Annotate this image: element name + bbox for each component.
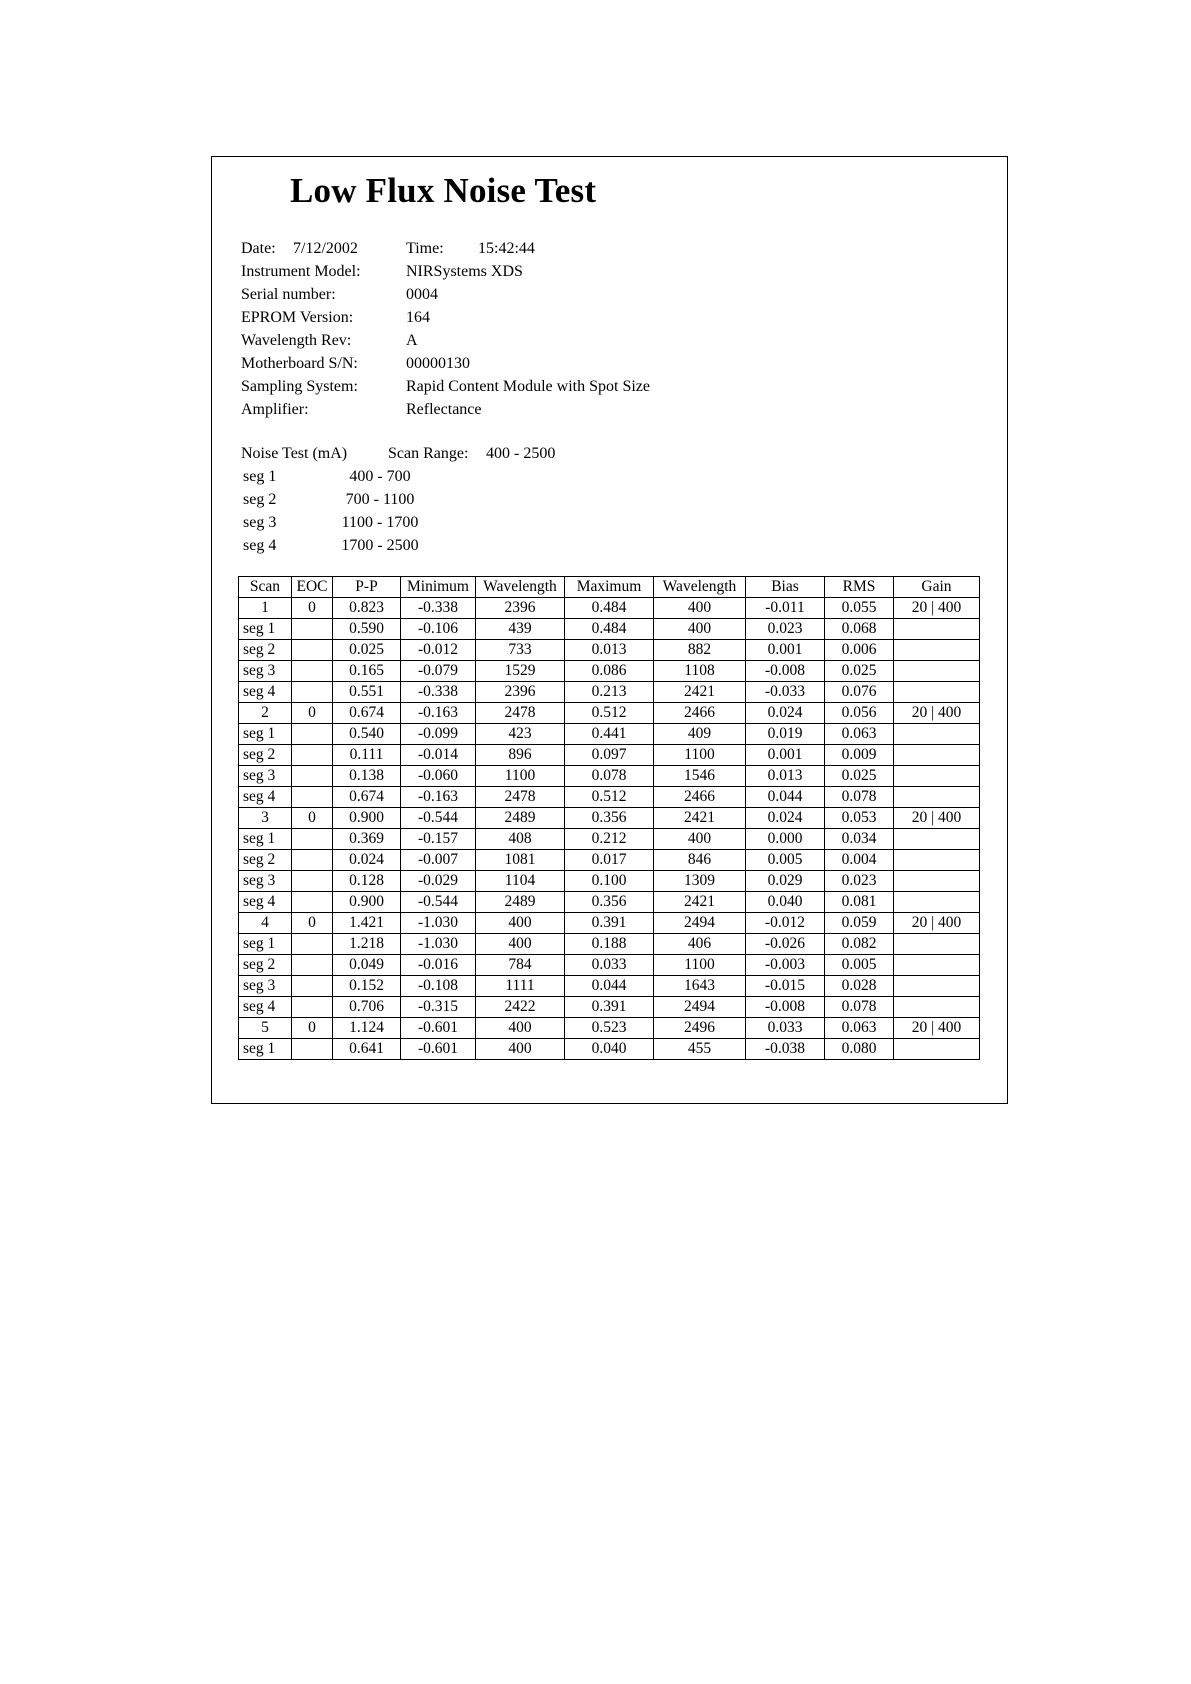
table-cell: 0.076 <box>825 682 894 703</box>
scan-range-label: Scan Range: <box>388 445 469 462</box>
table-cell: seg 2 <box>239 640 292 661</box>
table-cell: 0.024 <box>746 703 825 724</box>
table-cell: 2466 <box>654 703 746 724</box>
table-cell: -0.060 <box>401 766 476 787</box>
column-header-rms: RMS <box>825 577 894 598</box>
table-cell: 0.823 <box>333 598 401 619</box>
table-cell: 0 <box>292 913 333 934</box>
table-cell: 0.044 <box>746 787 825 808</box>
table-cell: 0.029 <box>746 871 825 892</box>
table-cell: seg 1 <box>239 934 292 955</box>
table-cell: 0.040 <box>746 892 825 913</box>
table-cell: seg 3 <box>239 976 292 997</box>
table-cell: 0 <box>292 703 333 724</box>
table-cell: 0.213 <box>565 682 654 703</box>
table-cell: seg 2 <box>239 745 292 766</box>
table-row <box>239 850 980 871</box>
field-label: Amplifier: <box>241 401 309 418</box>
table-cell: 0.512 <box>565 703 654 724</box>
table-cell: 2478 <box>476 703 565 724</box>
field-value: 00000130 <box>406 355 470 372</box>
table-cell: 0.369 <box>333 829 401 850</box>
table-cell: 1108 <box>654 661 746 682</box>
table-cell <box>894 787 980 808</box>
table-cell <box>894 976 980 997</box>
table-row <box>239 682 980 703</box>
table-cell <box>292 1039 333 1060</box>
scan-range-value: 400 - 2500 <box>486 445 556 462</box>
table-cell: 896 <box>476 745 565 766</box>
table-cell: -0.601 <box>401 1039 476 1060</box>
time-label: Time: <box>406 240 444 257</box>
table-cell: 0.053 <box>825 808 894 829</box>
table-cell: seg 4 <box>239 892 292 913</box>
table-cell: 2421 <box>654 682 746 703</box>
table-cell: 0.023 <box>746 619 825 640</box>
table-row <box>239 1039 980 1060</box>
table-cell: 400 <box>476 934 565 955</box>
table-cell <box>894 619 980 640</box>
table-row <box>239 640 980 661</box>
table-cell: 406 <box>654 934 746 955</box>
table-cell <box>894 955 980 976</box>
segment-name: seg 2 <box>243 491 277 508</box>
table-cell: 0.540 <box>333 724 401 745</box>
table-cell: 0.391 <box>565 913 654 934</box>
table-cell: 0.078 <box>825 997 894 1018</box>
table-cell: 0.040 <box>565 1039 654 1060</box>
segment-range: 1100 - 1700 <box>341 514 419 531</box>
table-cell: 0.128 <box>333 871 401 892</box>
table-body <box>239 598 980 1060</box>
table-cell: 1.124 <box>333 1018 401 1039</box>
table-cell <box>292 934 333 955</box>
table-cell <box>894 745 980 766</box>
segment-name: seg 3 <box>243 514 277 531</box>
column-header-minimum: Minimum <box>401 577 476 598</box>
table-cell: seg 3 <box>239 766 292 787</box>
table-cell: -0.014 <box>401 745 476 766</box>
table-cell: 2422 <box>476 997 565 1018</box>
date-value: 7/12/2002 <box>293 240 358 257</box>
table-cell: 0.056 <box>825 703 894 724</box>
segment-range: 700 - 1100 <box>345 491 415 508</box>
table-cell: 0.081 <box>825 892 894 913</box>
noise-test-label: Noise Test (mA) <box>241 445 348 462</box>
segment-range: 400 - 700 <box>349 468 411 485</box>
table-cell: 0.059 <box>825 913 894 934</box>
table-cell <box>292 955 333 976</box>
field-label: Wavelength Rev: <box>241 332 352 349</box>
table-cell: 400 <box>476 1039 565 1060</box>
table-cell: 0.028 <box>825 976 894 997</box>
table-cell: 0.063 <box>825 1018 894 1039</box>
table-cell: 4 <box>239 913 292 934</box>
table-cell: 2496 <box>654 1018 746 1039</box>
table-cell: 400 <box>654 619 746 640</box>
table-cell: -1.030 <box>401 934 476 955</box>
table-cell: 2466 <box>654 787 746 808</box>
table-cell: 400 <box>476 1018 565 1039</box>
table-cell: 0.152 <box>333 976 401 997</box>
field-value: A <box>406 332 418 349</box>
table-row <box>239 913 980 934</box>
table-cell: -0.157 <box>401 829 476 850</box>
table-cell: 0.165 <box>333 661 401 682</box>
table-cell: 2494 <box>654 997 746 1018</box>
field-value: NIRSystems XDS <box>406 263 523 280</box>
table-cell: -0.544 <box>401 892 476 913</box>
header-row <box>239 577 980 598</box>
table-cell: 0.019 <box>746 724 825 745</box>
table-cell <box>894 1039 980 1060</box>
table-cell: 0.001 <box>746 745 825 766</box>
table-cell: 0.017 <box>565 850 654 871</box>
table-cell: 1.421 <box>333 913 401 934</box>
field-label: Serial number: <box>241 286 336 303</box>
table-cell: 0.005 <box>746 850 825 871</box>
table-cell: -0.016 <box>401 955 476 976</box>
table-cell: -0.011 <box>746 598 825 619</box>
table-cell: 1 <box>239 598 292 619</box>
table-cell: 0.024 <box>746 808 825 829</box>
field-label: Motherboard S/N: <box>241 355 358 372</box>
table-cell: 400 <box>654 829 746 850</box>
table-cell: -0.007 <box>401 850 476 871</box>
table-cell <box>894 766 980 787</box>
table-cell: -0.033 <box>746 682 825 703</box>
table-cell: 2 <box>239 703 292 724</box>
table-cell <box>292 787 333 808</box>
table-cell: 3 <box>239 808 292 829</box>
table-cell: 0 <box>292 1018 333 1039</box>
table-cell: -0.079 <box>401 661 476 682</box>
table-cell: 1100 <box>654 955 746 976</box>
table-cell: -0.003 <box>746 955 825 976</box>
table-cell: -0.338 <box>401 598 476 619</box>
table-cell <box>292 661 333 682</box>
table-cell: 0.138 <box>333 766 401 787</box>
table-cell: 0.068 <box>825 619 894 640</box>
table-cell: 0.900 <box>333 892 401 913</box>
table-cell <box>894 724 980 745</box>
table-cell: 2396 <box>476 682 565 703</box>
table-cell: seg 3 <box>239 661 292 682</box>
table-cell: 2396 <box>476 598 565 619</box>
table-cell: 0.356 <box>565 892 654 913</box>
table-cell: 0.025 <box>333 640 401 661</box>
table-cell: 0.078 <box>825 787 894 808</box>
table-cell <box>292 829 333 850</box>
table-cell: 409 <box>654 724 746 745</box>
table-cell: 0.080 <box>825 1039 894 1060</box>
table-cell: 0.025 <box>825 661 894 682</box>
table-row <box>239 703 980 724</box>
table-cell: 1643 <box>654 976 746 997</box>
table-row <box>239 997 980 1018</box>
table-cell: -0.012 <box>401 640 476 661</box>
table-cell: 0.049 <box>333 955 401 976</box>
table-cell: -0.106 <box>401 619 476 640</box>
table-cell: -1.030 <box>401 913 476 934</box>
table-cell: -0.163 <box>401 703 476 724</box>
table-row <box>239 871 980 892</box>
table-cell <box>894 892 980 913</box>
table-cell: 20 | 400 <box>894 703 980 724</box>
table-cell: 2489 <box>476 808 565 829</box>
noise-results-table <box>238 576 980 1060</box>
field-label: Sampling System: <box>241 378 358 395</box>
table-cell <box>894 682 980 703</box>
table-row <box>239 955 980 976</box>
table-cell: 0.641 <box>333 1039 401 1060</box>
table-cell <box>894 997 980 1018</box>
table-cell: seg 2 <box>239 955 292 976</box>
column-header-bias: Bias <box>746 577 825 598</box>
table-row <box>239 766 980 787</box>
segment-range: 1700 - 2500 <box>341 537 419 554</box>
table-cell: 0.674 <box>333 787 401 808</box>
table-cell: 0.097 <box>565 745 654 766</box>
table-cell: -0.015 <box>746 976 825 997</box>
table-row <box>239 934 980 955</box>
table-cell: seg 2 <box>239 850 292 871</box>
column-header-scan: Scan <box>239 577 292 598</box>
table-cell: 0.212 <box>565 829 654 850</box>
table-cell: 0.900 <box>333 808 401 829</box>
time-value: 15:42:44 <box>478 240 535 257</box>
table-cell: 846 <box>654 850 746 871</box>
table-cell: 1104 <box>476 871 565 892</box>
table-row <box>239 598 980 619</box>
table-cell: -0.026 <box>746 934 825 955</box>
table-cell: -0.108 <box>401 976 476 997</box>
column-header-maximum: Maximum <box>565 577 654 598</box>
table-cell: 1546 <box>654 766 746 787</box>
table-cell: 0 <box>292 598 333 619</box>
table-cell <box>292 640 333 661</box>
table-cell: 733 <box>476 640 565 661</box>
table-cell: 1081 <box>476 850 565 871</box>
table-cell: 2494 <box>654 913 746 934</box>
table-row <box>239 787 980 808</box>
table-cell: 0.004 <box>825 850 894 871</box>
table-cell: 0.441 <box>565 724 654 745</box>
table-cell: 0.082 <box>825 934 894 955</box>
column-header-max-wavelength: Wavelength <box>654 577 746 598</box>
table-cell: seg 1 <box>239 829 292 850</box>
table-row <box>239 808 980 829</box>
table-cell: 20 | 400 <box>894 598 980 619</box>
table-row <box>239 976 980 997</box>
table-cell: 0.551 <box>333 682 401 703</box>
table-cell: 0.512 <box>565 787 654 808</box>
table-cell: -0.315 <box>401 997 476 1018</box>
table-cell <box>292 850 333 871</box>
table-cell: 400 <box>476 913 565 934</box>
table-cell: 0.063 <box>825 724 894 745</box>
table-cell: 784 <box>476 955 565 976</box>
table-cell <box>894 829 980 850</box>
table-cell <box>292 997 333 1018</box>
column-header-pp: P-P <box>333 577 401 598</box>
table-cell: -0.338 <box>401 682 476 703</box>
table-cell: 0.086 <box>565 661 654 682</box>
table-cell: 0.706 <box>333 997 401 1018</box>
report-page <box>211 156 1008 1104</box>
table-cell: 455 <box>654 1039 746 1060</box>
table-cell: 0.025 <box>825 766 894 787</box>
column-header-min-wavelength: Wavelength <box>476 577 565 598</box>
segment-name: seg 1 <box>243 468 277 485</box>
table-cell: 0 <box>292 808 333 829</box>
table-cell: seg 3 <box>239 871 292 892</box>
table-cell <box>292 766 333 787</box>
table-cell: seg 4 <box>239 787 292 808</box>
table-cell: 2489 <box>476 892 565 913</box>
table-cell: 0.523 <box>565 1018 654 1039</box>
table-cell: 882 <box>654 640 746 661</box>
table-cell: 1100 <box>654 745 746 766</box>
table-cell: -0.099 <box>401 724 476 745</box>
table-cell: 0.013 <box>746 766 825 787</box>
table-cell: 0.006 <box>825 640 894 661</box>
table-cell <box>292 724 333 745</box>
table-row <box>239 724 980 745</box>
table-row <box>239 892 980 913</box>
table-cell: seg 1 <box>239 724 292 745</box>
table-cell: 2421 <box>654 808 746 829</box>
field-value: Reflectance <box>406 401 482 418</box>
table-cell: -0.012 <box>746 913 825 934</box>
table-cell: 0.674 <box>333 703 401 724</box>
table-cell: 0.044 <box>565 976 654 997</box>
column-header-eoc: EOC <box>292 577 333 598</box>
table-cell: 439 <box>476 619 565 640</box>
field-value: 0004 <box>406 286 438 303</box>
table-cell: -0.038 <box>746 1039 825 1060</box>
table-cell: 2421 <box>654 892 746 913</box>
table-header <box>239 577 980 598</box>
segment-name: seg 4 <box>243 537 277 554</box>
table-cell <box>894 871 980 892</box>
table-cell: -0.008 <box>746 997 825 1018</box>
table-cell: 0.356 <box>565 808 654 829</box>
table-cell: 20 | 400 <box>894 808 980 829</box>
table-cell: 1529 <box>476 661 565 682</box>
table-cell: -0.008 <box>746 661 825 682</box>
table-cell <box>292 871 333 892</box>
table-cell: 0.484 <box>565 619 654 640</box>
table-cell: -0.544 <box>401 808 476 829</box>
table-cell: 1309 <box>654 871 746 892</box>
table-cell: seg 1 <box>239 619 292 640</box>
table-cell: 400 <box>654 598 746 619</box>
field-value: 164 <box>406 309 430 326</box>
table-cell <box>894 640 980 661</box>
table-cell: 0.013 <box>565 640 654 661</box>
table-cell: 0.023 <box>825 871 894 892</box>
field-label: Instrument Model: <box>241 263 361 280</box>
table-cell: seg 4 <box>239 682 292 703</box>
table-cell: -0.029 <box>401 871 476 892</box>
table-cell <box>894 661 980 682</box>
table-cell: -0.163 <box>401 787 476 808</box>
table-row <box>239 661 980 682</box>
table-cell: 0.034 <box>825 829 894 850</box>
table-cell: 0.000 <box>746 829 825 850</box>
table-cell: 0.033 <box>746 1018 825 1039</box>
table-cell: 0.100 <box>565 871 654 892</box>
table-cell: 408 <box>476 829 565 850</box>
table-cell: 1.218 <box>333 934 401 955</box>
table-row <box>239 829 980 850</box>
table-cell: 0.590 <box>333 619 401 640</box>
table-cell: seg 1 <box>239 1039 292 1060</box>
table-cell: 20 | 400 <box>894 1018 980 1039</box>
table-row <box>239 745 980 766</box>
table-row <box>239 1018 980 1039</box>
table-cell: seg 4 <box>239 997 292 1018</box>
date-label: Date: <box>241 240 276 257</box>
table-cell: -0.601 <box>401 1018 476 1039</box>
table-cell: 1111 <box>476 976 565 997</box>
table-cell <box>292 682 333 703</box>
table-cell: 1100 <box>476 766 565 787</box>
table-cell: 0.391 <box>565 997 654 1018</box>
table-cell <box>292 619 333 640</box>
table-cell: 423 <box>476 724 565 745</box>
table-cell <box>292 976 333 997</box>
page-title: Low Flux Noise Test <box>290 171 597 210</box>
table-cell: 0.111 <box>333 745 401 766</box>
table-cell <box>894 934 980 955</box>
table-row <box>239 619 980 640</box>
table-cell <box>894 850 980 871</box>
table-cell: 0.188 <box>565 934 654 955</box>
table-cell: 2478 <box>476 787 565 808</box>
table-cell: 0.024 <box>333 850 401 871</box>
table-cell: 20 | 400 <box>894 913 980 934</box>
table-cell: 0.009 <box>825 745 894 766</box>
field-value: Rapid Content Module with Spot Size <box>406 378 650 395</box>
table-cell: 0.001 <box>746 640 825 661</box>
table-cell: 5 <box>239 1018 292 1039</box>
table-cell: 0.055 <box>825 598 894 619</box>
table-cell: 0.484 <box>565 598 654 619</box>
table-cell: 0.078 <box>565 766 654 787</box>
column-header-gain: Gain <box>894 577 980 598</box>
table-cell <box>292 892 333 913</box>
table-cell: 0.033 <box>565 955 654 976</box>
field-label: EPROM Version: <box>241 309 354 326</box>
table-cell <box>292 745 333 766</box>
table-cell: 0.005 <box>825 955 894 976</box>
